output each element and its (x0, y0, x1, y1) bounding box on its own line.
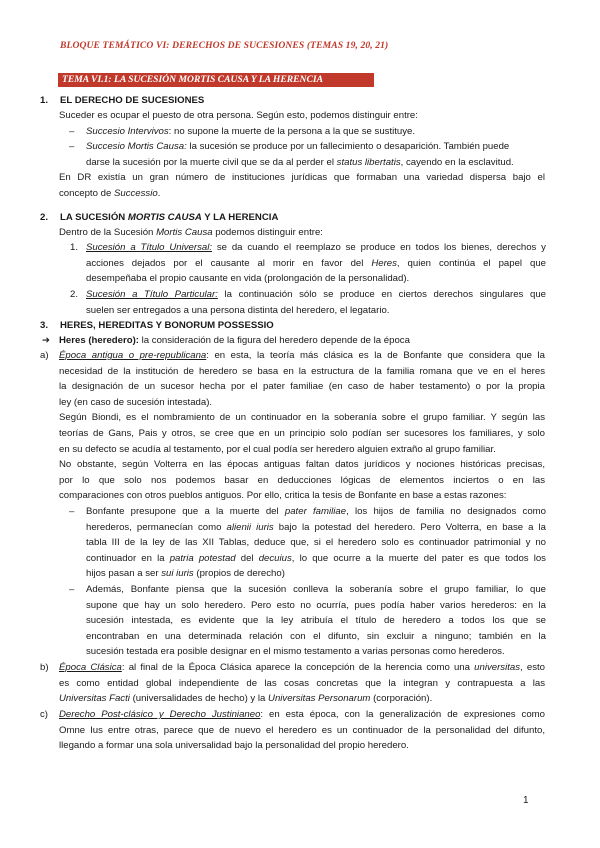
section-1-body (59, 108, 545, 124)
point1-line4c: del (235, 552, 259, 564)
point1-line1a: Bonfante presupone que a la muerte del (86, 506, 285, 517)
section-1-number: 1. (40, 95, 49, 106)
post-clasico-line1: : en esta época, con la generalización de expresiones como (260, 709, 545, 720)
heres-line (59, 333, 545, 349)
epoca-antigua-line1: : en esta, la teoría más clásica es la de Bonfante que considera que la (206, 350, 545, 361)
item-particular-line2: suelen ser entregados a una persona distinta del heredero, el legatario. (86, 304, 390, 316)
item-particular-line1: la continuación sólo se produce en ciertos derechos singulares que (217, 289, 546, 300)
derecho-post-clasico (59, 707, 545, 754)
term-alienii-iuris: alienii iuris (226, 521, 274, 533)
page-number: 1 (523, 795, 529, 806)
list-number: 2. (70, 289, 79, 300)
term-intervivos: Succesio Intervivos (86, 126, 169, 137)
point1-line5a: hijos pasan a ser (86, 568, 162, 580)
term-heres-heredero: Heres (heredero): (59, 335, 139, 346)
epoca-clasica-line1a: : al final de la Época Clásica aparece la concepción de la herencia como una (121, 662, 475, 673)
dash-icon: – (69, 506, 75, 517)
tema-title: TEMA VI.1: LA SUCESIÓN MORTIS CAUSA Y LA HERENCIA (62, 74, 323, 85)
tema-title-box (58, 73, 374, 87)
dash-icon: – (69, 584, 75, 595)
term-titulo-particular: Sucesión a Título Particular: (86, 289, 218, 300)
post-clasico-line2: Omne Ius entre otras, parece que de nuevo el heredero es un continuador de la personalidad del difunto, (59, 724, 545, 736)
term-sui-iuris: sui iuris (161, 568, 194, 580)
block-header: BLOQUE TEMÁTICO VI: DERECHOS DE SUCESIONES (TEMAS 19, 20, 21) (60, 40, 389, 51)
epoca-clasica-line2: es como entidad global independiente de las cosas concretas que la integran y contrapuesta a las (59, 677, 545, 689)
list-number: 1. (70, 242, 79, 253)
term-mortis-causa: Succesio Mortis Causa: (86, 141, 187, 152)
item-universal-line1: se da cuando el reemplazo se produce en todos los bienes, derechos y (212, 242, 546, 253)
point2-line4: encontraban en una determinada relación con el difunto, sin excluir a ninguno; también en la (86, 630, 546, 642)
epoca-antigua-line10: comparaciones con otros pueblos antiguos. Por ello, critica la tesis de Bonfante en base a estas razones: (59, 490, 507, 502)
section-3-number: 3. (40, 320, 49, 331)
term-epoca-antigua: Época antigua o pre-republicana (59, 350, 207, 361)
point1-line2c: bajo la potestad del heredero. Pero Volterra, en base a la (273, 521, 547, 533)
section-3-title: HERES, HEREDITAS Y BONORUM POSSESSIO (60, 320, 274, 331)
section-3 (40, 318, 560, 334)
post-clasico-line3: llegando a formar una sola universalidad bajo la personalidad del propio heredero. (59, 740, 409, 752)
epoca-antigua-line2: necesidad de la institución de heredero se basa en la estructura de la familia romana que ve en el heres (59, 365, 545, 377)
section-1-para-line2a: concepto de (59, 187, 114, 199)
point1-line3: tabla III de la ley de las XII Tablas, deduce que, si el heredero solo es continuador patrimonial y no (86, 537, 546, 549)
section-1-title: EL DERECHO DE SUCESIONES (60, 95, 205, 106)
epoca-antigua-line5: Según Biondi, es el nombramiento de un continuador en la soberanía sobre el grupo familiar. Y según las (59, 412, 545, 424)
bullet-mortis-causa (86, 139, 546, 170)
dash-icon: – (69, 126, 75, 137)
point2-line3: sucesión intestada, es evidente que la ley atribuía el título de heredero a todos los que se (86, 615, 546, 627)
epoca-antigua-line7: en su defecto se acudía al testamento, por el cual podía ser heredero alguien extraño al grupo familiar. (59, 443, 496, 455)
point2-line1: Además, Bonfante piensa que la sucesión conlleva la soberanía sobre el grupo familiar, lo que (86, 584, 546, 595)
term-universitas-personarum: Universitas Personarum (268, 693, 371, 705)
bullet-mortis-line1: la sucesión se produce por un fallecimiento o desaparición. También puede (186, 141, 510, 152)
item-titulo-universal (86, 240, 546, 287)
section-2-intro-a: Dentro de la Sucesión (59, 227, 157, 238)
section-2-intro-c: podemos distinguir entre: (212, 227, 323, 238)
bullet-mortis-line2c: , cayendo en la esclavitud. (400, 156, 514, 168)
label-c: c) (40, 709, 48, 720)
term-universitas-facti: Universitas Facti (59, 693, 130, 705)
section-1-intro: Suceder es ocupar el puesto de otra persona. Según esto, podemos distinguir entre: (59, 110, 418, 121)
term-status-libertatis: status libertatis (336, 156, 401, 168)
section-1-para-line1: En DR existía un gran número de instituciones jurídicas que formaban una variedad dispersa bajo el (59, 172, 545, 183)
point1-line4a: continuador en la (86, 552, 170, 564)
heres-line-text: la consideración de la figura del heredero depende de la época (138, 335, 410, 346)
point1-line5c: (propios de derecho) (193, 568, 285, 580)
volterra-point-1 (86, 504, 546, 582)
section-1 (40, 93, 560, 109)
section-2-intro-b: Mortis Causa (156, 227, 213, 238)
epoca-clasica-line1c: , esto (520, 662, 545, 673)
bullet-intervivos (86, 124, 546, 140)
term-universitas: universitas (474, 662, 521, 673)
term-decuius: decuius (258, 552, 292, 564)
term-pater-familiae: pater familiae (284, 506, 347, 517)
section-2-title-b: MORTIS CAUSA (127, 212, 202, 223)
epoca-clasica-line3b: (universalidades de hecho) y la (129, 693, 269, 705)
term-successio: Successio (113, 187, 158, 199)
epoca-clasica (59, 660, 545, 707)
item-universal-line3: desempeñaba el propio causante en vida (prolongación de la personalidad). (86, 273, 410, 285)
arrow-icon: ➔ (42, 335, 51, 346)
point2-line2: supone que hay un solo heredero. Pero esto no ocurría, pues podía haber varios herederos: en la (86, 599, 546, 611)
dash-icon: – (69, 141, 75, 152)
label-a: a) (40, 350, 49, 361)
point1-line1c: , los hijos de familia no designados como (346, 506, 546, 517)
label-b: b) (40, 662, 49, 673)
term-patria-potestad: patria potestad (169, 552, 236, 564)
section-2-title-c: Y LA HERENCIA (201, 212, 279, 223)
bullet-mortis-line2a: darse la sucesión por la muerte civil que se da al perder el (86, 156, 337, 168)
volterra-point-2 (86, 582, 546, 660)
epoca-antigua-line3: la designación de un sucesor hecha por el pater familiae (en caso de haber testamento) o por la propia (59, 381, 545, 393)
term-post-clasico: Derecho Post-clásico y Derecho Justinianeo (59, 709, 261, 720)
term-heres: Heres (371, 257, 397, 269)
epoca-antigua-line9: por lo que solo nos podemos basar en deducciones lógicas de elementos inciertos o en las (59, 474, 545, 486)
point1-line2a: herederos, permanecían como (86, 521, 227, 533)
epoca-antigua-line4: ley (en caso de sucesión intestada). (59, 396, 213, 408)
point2-line5: sucesión testada era posible designar en el mismo testamento a varias personas como herederos. (86, 646, 505, 658)
item-universal-line2a: acciones dejados por el causante al morir en favor del (86, 257, 372, 269)
epoca-antigua-line8: No obstante, según Volterra en las épocas antiguas faltan datos jurídicos y nociones históricas precisas, (59, 459, 545, 471)
section-1-paragraph (59, 170, 545, 201)
section-2-number: 2. (40, 212, 49, 223)
epoca-antigua-line6: teorías de Gans, Pais y otros, se cree que en un principio solo podían ser sucesores los familiares, y solo (59, 427, 545, 439)
point1-line4e: , lo que ocurre a la muerte del pater es que todos los (291, 552, 546, 564)
epoca-antigua (59, 348, 545, 504)
item-universal-line2c: , quien continúa el papel que (396, 257, 547, 269)
item-titulo-particular (86, 287, 546, 318)
section-2 (40, 210, 560, 226)
term-epoca-clasica: Época Clásica (59, 662, 122, 673)
section-1-para-line2c: . (157, 187, 161, 199)
term-titulo-universal: Sucesión a Título Universal: (86, 242, 212, 253)
bullet-intervivos-text: : no supone la muerte de la persona a la que se sustituye. (168, 126, 416, 137)
section-2-intro (59, 225, 545, 241)
section-2-title-a: LA SUCESIÓN (60, 212, 128, 223)
epoca-clasica-line3d: (corporación). (370, 693, 433, 705)
